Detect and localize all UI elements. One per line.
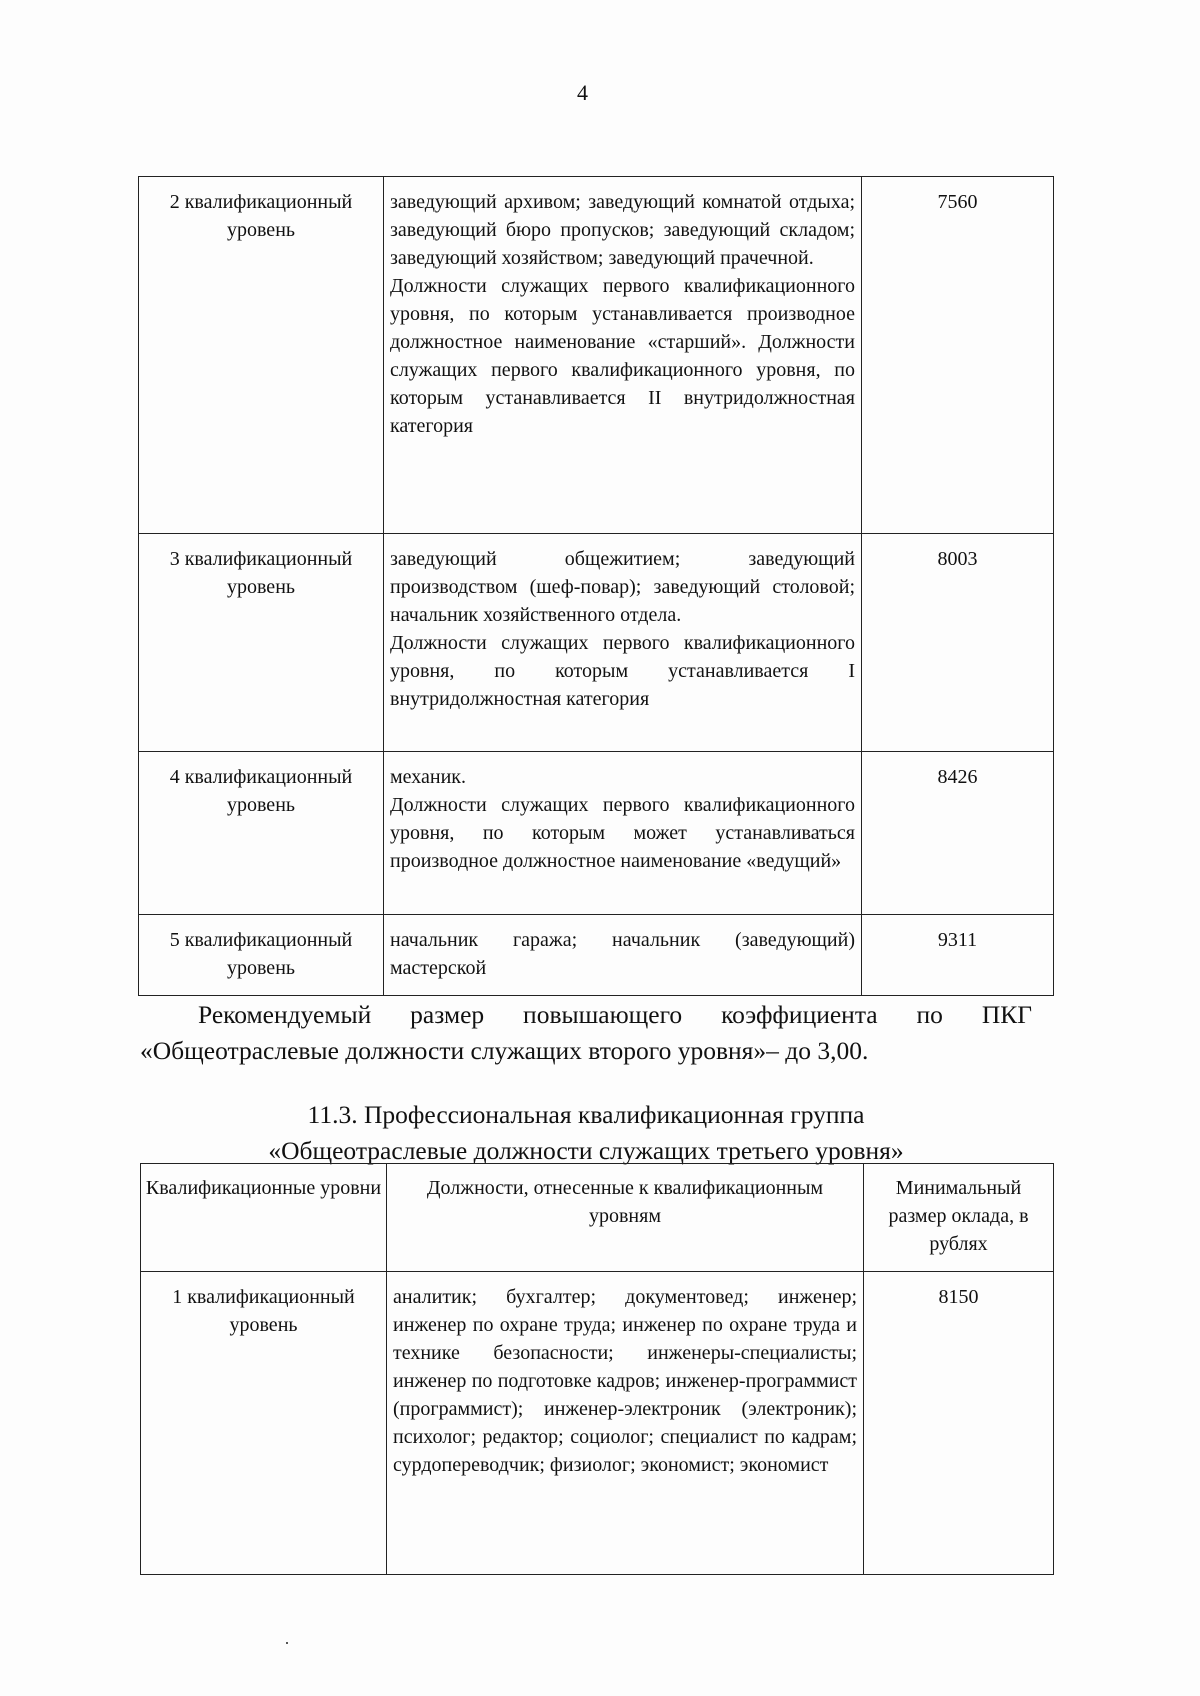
- positions-text: аналитик; бухгалтер; документовед; инженер; инженер по охране труда; инженер по охране труда и технике безопасности; инженеры-специалисты; инженер по подготовке кадров; инженер-программист (программист); инженер-электроник (электроник); психолог; редактор; социолог; специалист по кадрам; сурдопереводчик; физиолог; экономист; экономист: [393, 1286, 857, 1476]
- positions-cell: [384, 177, 862, 534]
- section-title: [140, 1097, 1032, 1169]
- positions-cell: [384, 752, 862, 915]
- table-row: [139, 752, 1054, 915]
- table-header-row: [141, 1164, 1054, 1272]
- column-header-levels: Квалификационные уровни: [141, 1164, 387, 1272]
- qualification-table-third-level: [140, 1163, 1054, 1575]
- positions-text: начальник гаража; начальник (заведующий) мастерской: [390, 929, 855, 979]
- positions-text: Должности служащих первого квалификационного уровня, по которым устанавливается производное должностное наименование «старший». Должности служащих первого квалификационного уровня, по которым устанавливается II внутридолжностная категория: [390, 275, 855, 437]
- qualification-level-cell: 1 квалификационный уровень: [141, 1272, 387, 1575]
- table-row: [141, 1272, 1054, 1575]
- salary-cell: 8150: [864, 1272, 1054, 1575]
- salary-cell: 8426: [862, 752, 1054, 915]
- positions-text: Должности служащих первого квалификационного уровня, по которым устанавливается I внутридолжностная категория: [390, 632, 855, 710]
- column-header-salary: Минимальный размер оклада, в рублях: [864, 1164, 1054, 1272]
- column-header-positions: Должности, отнесенные к квалификационным уровням: [387, 1164, 864, 1272]
- positions-text: механик.: [390, 766, 467, 788]
- qualification-table-second-level: [138, 176, 1054, 996]
- salary-cell: 8003: [862, 534, 1054, 752]
- table-row: [139, 177, 1054, 534]
- section-title-line: «Общеотраслевые должности служащих третьего уровня»: [268, 1136, 904, 1165]
- positions-cell: [384, 534, 862, 752]
- table-row: [139, 915, 1054, 996]
- positions-text: Должности служащих первого квалификационного уровня, по которым может устанавливаться производное должностное наименование «ведущий»: [390, 794, 855, 872]
- qualification-level-cell: 4 квалификационный уровень: [139, 752, 384, 915]
- table-row: [139, 534, 1054, 752]
- qualification-level-cell: 2 квалификационный уровень: [139, 177, 384, 534]
- qualification-level-cell: 5 квалификационный уровень: [139, 915, 384, 996]
- qualification-level-cell: 3 квалификационный уровень: [139, 534, 384, 752]
- positions-text: заведующий общежитием; заведующий производством (шеф-повар); заведующий столовой; начальник хозяйственного отдела.: [390, 548, 855, 626]
- scan-speck: [286, 1642, 288, 1644]
- salary-cell: 9311: [862, 915, 1054, 996]
- page-number: 4: [577, 80, 588, 105]
- recommendation-paragraph: Рекомендуемый размер повышающего коэффициента по ПКГ «Общеотраслевые должности служащих второго уровня»– до 3,00.: [140, 1000, 1032, 1065]
- positions-text: заведующий архивом; заведующий комнатой отдыха; заведующий бюро пропусков; заведующий складом; заведующий хозяйством; заведующий прачечной.: [390, 191, 855, 269]
- positions-cell: [387, 1272, 864, 1575]
- salary-cell: 7560: [862, 177, 1054, 534]
- section-title-line: 11.3. Профессиональная квалификационная группа: [307, 1100, 865, 1129]
- positions-cell: [384, 915, 862, 996]
